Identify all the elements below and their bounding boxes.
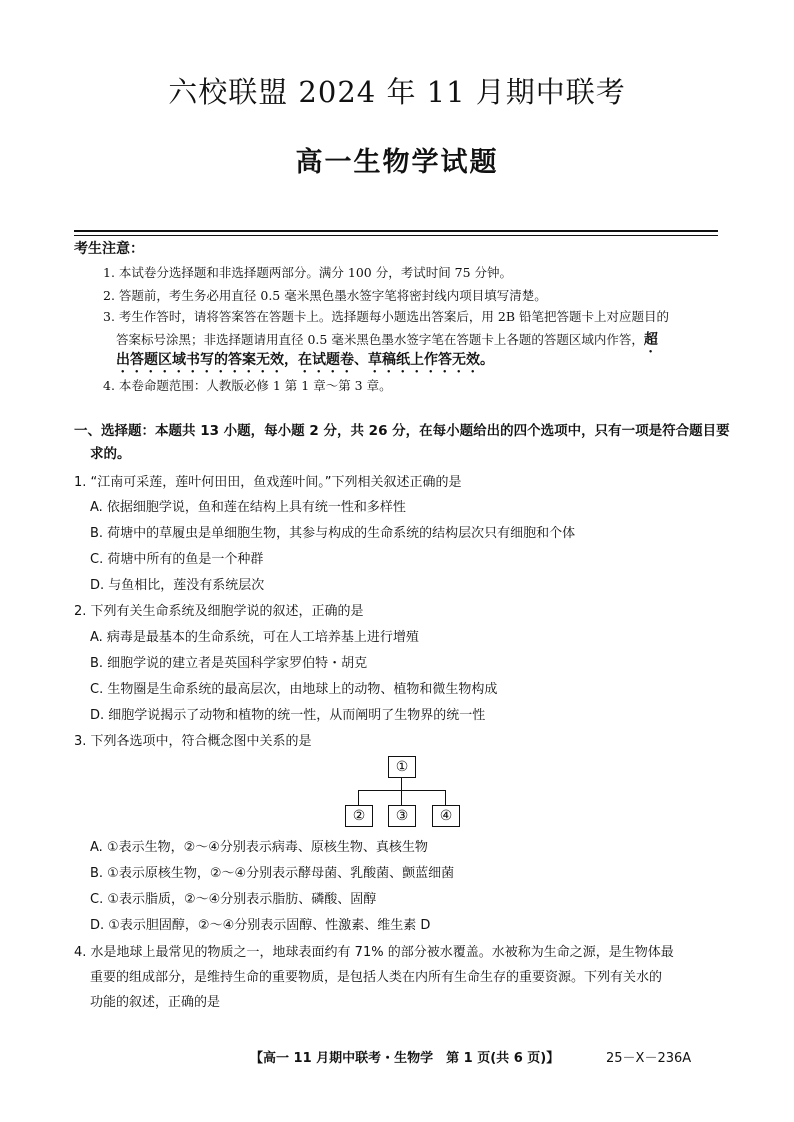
question-1-option-c: C. 荷塘中所有的鱼是一个种群 — [90, 552, 264, 567]
question-3-option-b: B. ①表示原核生物，②～④分别表示酵母菌、乳酸菌、颤蓝细菌 — [90, 866, 455, 881]
page-footer: 【高一 11 月期中联考・生物学 第 1 页(共 6 页)】 — [250, 1051, 560, 1066]
exam-subtitle: 高一生物学试题 — [295, 147, 499, 178]
divider-thick — [74, 230, 718, 232]
question-3-option-d: D. ①表示胆固醇，②～④分别表示固醇、性激素、维生素 D — [90, 918, 431, 933]
notice-emphasis-start: 超 — [643, 332, 658, 348]
question-4-stem-line-3: 功能的叙述，正确的是 — [90, 995, 221, 1010]
diagram-node-4: ④ — [432, 805, 460, 827]
question-1-option-a: A. 依据细胞学说，鱼和莲在结构上具有统一性和多样性 — [90, 500, 406, 515]
question-4-stem-line-1: 4. 水是地球上最常见的物质之一，地球表面约有 71% 的部分被水覆盖。水被称为生命之源，是生物体最 — [74, 945, 674, 960]
notice-emphasis: 出答题区域书写的答案无效，在试题卷、草稿纸上作答无效。 — [116, 352, 494, 368]
diagram-connector-right — [445, 790, 446, 805]
notice-item-3: 3. 考生作答时，请将答案答在答题卡上。选择题每小题选出答案后，用 2B 铅笔把答题卡上对应题目的 — [103, 309, 669, 324]
paper-code: 25－X－236A — [606, 1051, 692, 1066]
question-2-option-a: A. 病毒是最基本的生命系统，可在人工培养基上进行增殖 — [90, 630, 419, 645]
question-2-stem: 2. 下列有关生命系统及细胞学说的叙述，正确的是 — [74, 604, 364, 619]
notice-heading: 考生注意： — [74, 241, 144, 257]
question-1-option-d: D. 与鱼相比，莲没有系统层次 — [90, 578, 265, 593]
section-heading: 一、选择题：本题共 13 小题，每小题 2 分，共 26 分，在每小题给出的四个选项中，只有一项是符合题目要 — [74, 423, 730, 439]
question-2-option-b: B. 细胞学说的建立者是英国科学家罗伯特・胡克 — [90, 656, 368, 671]
question-1-stem: 1. “江南可采莲，莲叶何田田，鱼戏莲叶间。”下列相关叙述正确的是 — [74, 475, 462, 490]
question-3-option-c: C. ①表示脂质，②～④分别表示脂肪、磷酸、固醇 — [90, 892, 377, 907]
exam-title: 六校联盟 2024 年 11 月期中联考 — [168, 75, 626, 109]
divider-thin — [74, 235, 718, 236]
question-1-option-b: B. 荷塘中的草履虫是单细胞生物，其参与构成的生命系统的结构层次只有细胞和个体 — [90, 526, 576, 541]
notice-item-1: 1. 本试卷分选择题和非选择题两部分。满分 100 分，考试时间 75 分钟。 — [103, 265, 513, 280]
notice-item-2: 2. 答题前，考生务必用直径 0.5 毫米黑色墨水签字笔将密封线内项目填写清楚。 — [103, 288, 547, 303]
diagram-node-2: ② — [345, 805, 373, 827]
diagram-node-3: ③ — [388, 805, 416, 827]
question-2-option-d: D. 细胞学说揭示了动物和植物的统一性，从而阐明了生物界的统一性 — [90, 708, 486, 723]
question-4-stem-line-2: 重要的组成部分，是维持生命的重要物质，是包括人类在内所有生命生存的重要资源。下列有关水的 — [90, 970, 663, 985]
notice-item-3-text: 答案标号涂黑；非选择题请用直径 0.5 毫米黑色墨水签字笔在答题卡上各题的答题区域内作答， — [116, 332, 644, 347]
question-2-option-c: C. 生物圈是生命系统的最高层次，由地球上的动物、植物和微生物构成 — [90, 682, 498, 697]
section-heading-cont: 求的。 — [90, 446, 131, 462]
diagram-connector-left — [358, 790, 359, 805]
question-3-stem: 3. 下列各选项中，符合概念图中关系的是 — [74, 734, 312, 749]
diagram-node-1: ① — [388, 756, 416, 778]
question-3-option-a: A. ①表示生物，②～④分别表示病毒、原核生物、真核生物 — [90, 840, 428, 855]
diagram-connector-mid — [401, 790, 402, 805]
diagram-connector-trunk — [401, 778, 402, 790]
notice-item-4: 4. 本卷命题范围：人教版必修 1 第 1 章～第 3 章。 — [103, 378, 392, 393]
